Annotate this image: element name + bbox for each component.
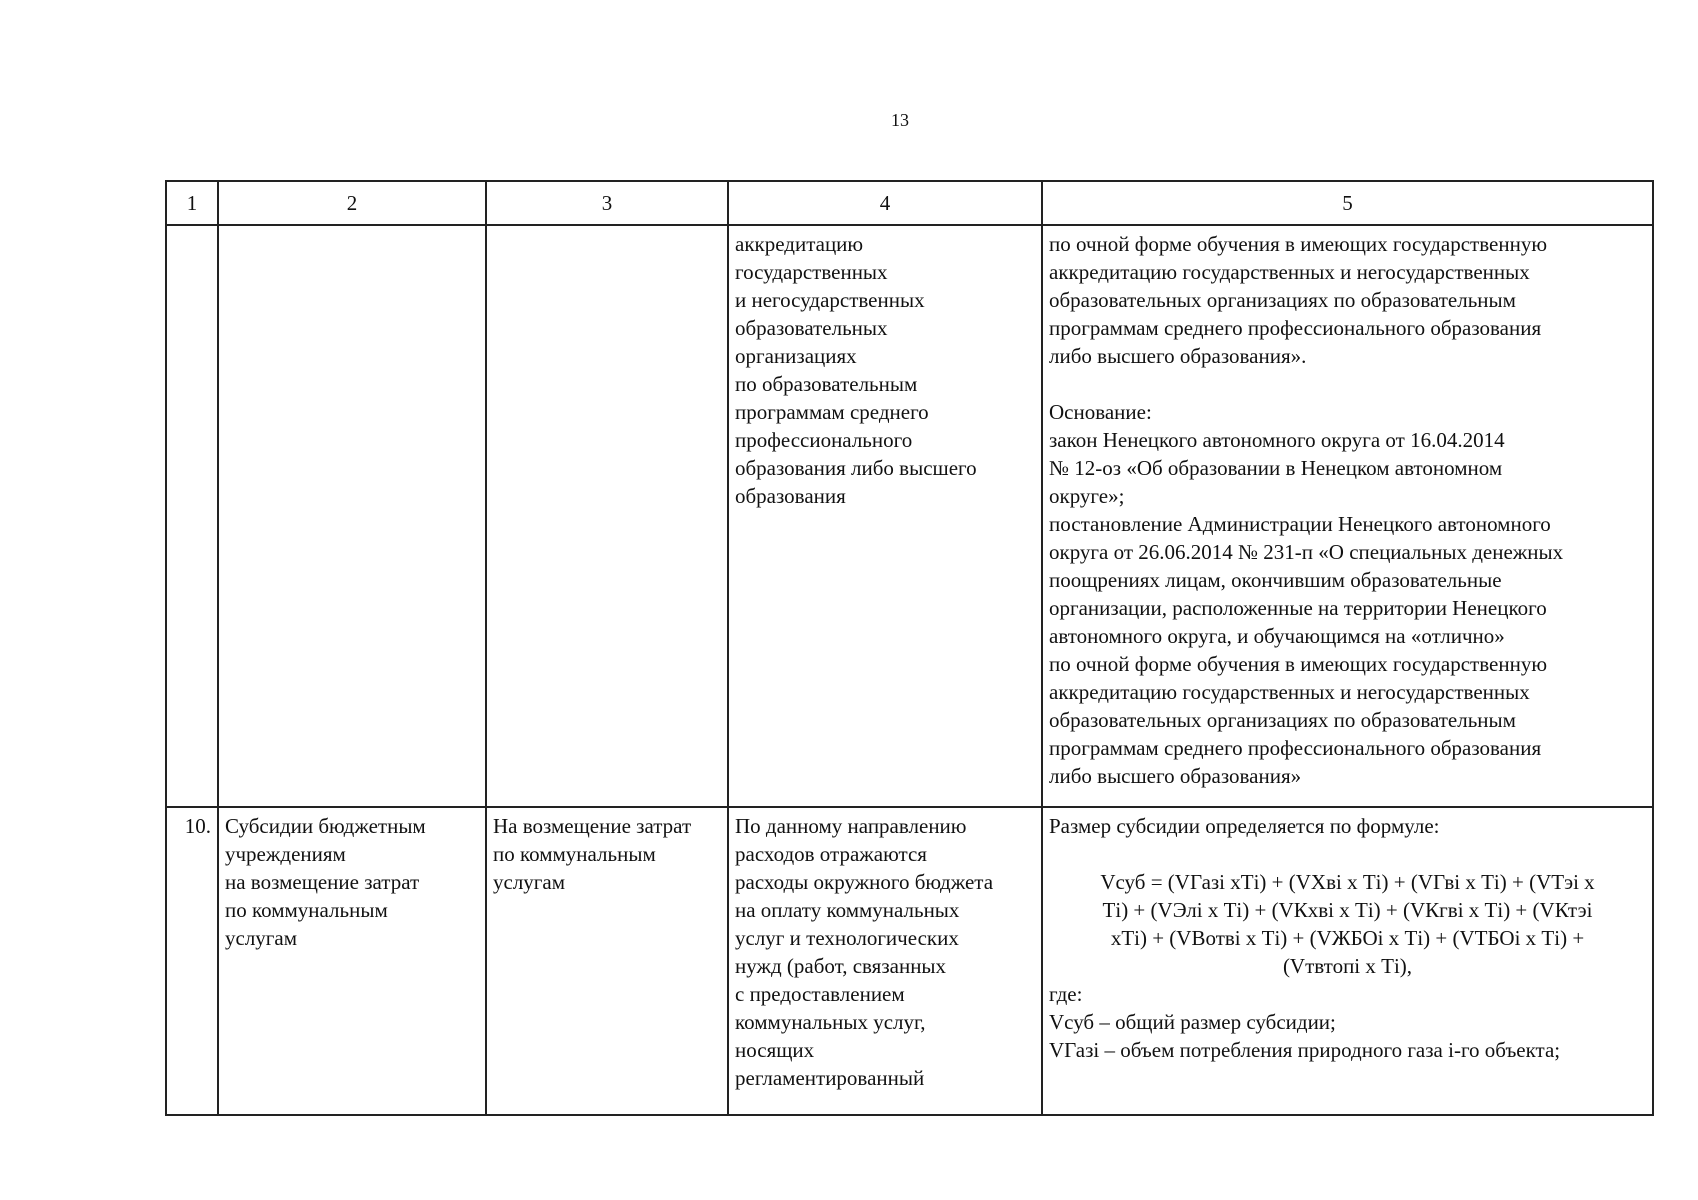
header-col-5: 5 [1042,181,1653,225]
page-number: 13 [891,110,909,130]
cell-number: 10. [166,807,218,1115]
basis-text-part2: Основание: закон Ненецкого автономного округа от 16.04.2014 № 12-оз «Об образовании в Ненецком автономном округе»; постановление Администрации Ненецкого автономного округа от 26.06.2014 № 231-п «О специальных денежных поощрениях лицам, окончившим образовательные организации, расположенные на территории Ненецкого автономного округа, и обучающимся на «отлично» по очной форме обучения в имеющих государственную аккредитацию государственных и негосударственных образовательных организациях по образовательным программам среднего профессионального образования либо высшего образования» [1049,400,1564,788]
header-col-2: 2 [218,181,486,225]
cell-purpose: На возмещение затрат по коммунальным услугам [486,807,728,1115]
header-col-3: 3 [486,181,728,225]
document-table [165,180,1654,1116]
table-row-10 [166,807,1653,1115]
header-col-4: 4 [728,181,1042,225]
formula-definitions: где: Vсуб – общий размер субсидии; VГазі – объем потребления природного газа і-го объекта; [1049,982,1561,1062]
subsidy-formula: Vсуб = (VГазі хТі) + (VХві х Ті) + (VГві х Ті) + (VТэі х Ті) + (VЭлі х Ті) + (VКхві х Ті) + (VКгві х Ті) + (VКтэі хТі) + (VВотві х Ті) + (VЖБОі х Ті) + (VТБОі х Ті) + (Vтвтопі х Ті), [1100,870,1595,978]
cell-basis [1042,807,1653,1115]
cell-description: По данному направлению расходов отражаются расходы окружного бюджета на оплату коммунальных услуг и технологических нужд (работ, связанных с предоставлением коммунальных услуг, носящих регламентированный [728,807,1042,1115]
cell-name [218,225,486,807]
formula-intro: Размер субсидии определяется по формуле: [1049,814,1440,838]
basis-text-part1: по очной форме обучения в имеющих государственную аккредитацию государственных и негосударственных образовательных организациях по образовательным программам среднего профессионального образования либо высшего образования». [1049,232,1548,368]
table-header-row [166,181,1653,225]
header-col-1: 1 [166,181,218,225]
cell-name: Субсидии бюджетным учреждениям на возмещение затрат по коммунальным услугам [218,807,486,1115]
cell-purpose [486,225,728,807]
cell-description: аккредитацию государственных и негосударственных образовательных организациях по образовательным программам среднего профессионального образования либо высшего образования [728,225,1042,807]
table-row-continued [166,225,1653,807]
cell-number [166,225,218,807]
cell-basis [1042,225,1653,807]
